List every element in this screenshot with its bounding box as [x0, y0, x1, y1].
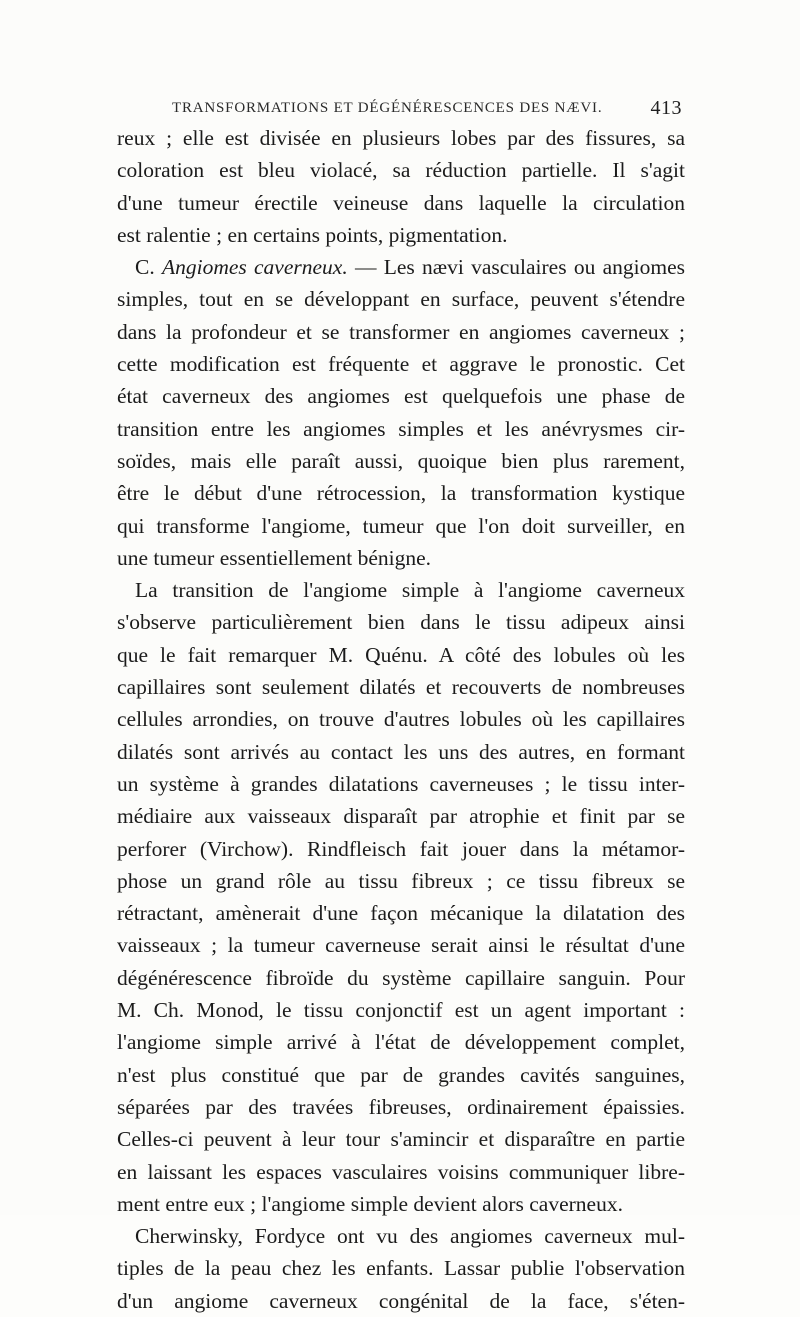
section-label: C. — [135, 255, 155, 280]
text-line: l'angiome simple arrivé à l'état de développement complet, — [117, 1030, 685, 1055]
text-line: état caverneux des angiomes est quelquefois une phase de — [117, 384, 685, 409]
text-line: est ralentie ; en certains points, pigmentation. — [117, 222, 508, 247]
text-line: dilatés sont arrivés au contact les uns des autres, en formant — [117, 739, 685, 764]
text-line: M. Ch. Monod, le tissu conjonctif est un agent important : — [117, 998, 685, 1023]
text-line: vaisseaux ; la tumeur caverneuse serait ainsi le résultat d'une — [117, 933, 685, 958]
text-line: n'est plus constitué que par de grandes cavités sanguines, — [117, 1062, 685, 1087]
paragraph-transition — [117, 574, 685, 1220]
text-line: dans la profondeur et se transformer en angiomes caverneux ; — [117, 319, 685, 344]
text-line: reux ; elle est divisée en plusieurs lobes par des fissures, sa — [117, 126, 685, 150]
paragraph-continuation — [117, 122, 685, 251]
text-line: soïdes, mais elle paraît aussi, quoique bien plus rarement, — [117, 448, 685, 473]
text-line: tiples de la peau chez les enfants. Lassar publie l'observation — [117, 1256, 685, 1281]
paragraph-angiomes-caverneux — [117, 251, 685, 574]
text-line: en laissant les espaces vasculaires voisins communiquer libre- — [117, 1159, 685, 1184]
running-title: TRANSFORMATIONS ET DÉGÉNÉRESCENCES DES NÆVI. — [172, 100, 603, 116]
text-line: coloration est bleu violacé, sa réduction partielle. Il s'agit — [117, 158, 685, 183]
text-line: cette modification est fréquente et aggrave le pronostic. Cet — [117, 352, 685, 377]
text-line: séparées par des travées fibreuses, ordinairement épaissies. — [117, 1094, 685, 1119]
text-line: être le début d'une rétrocession, la transformation kystique — [117, 481, 685, 506]
text-line: une tumeur essentiellement bénigne. — [117, 545, 432, 570]
text-line: qui transforme l'angiome, tumeur que l'on doit surveiller, en — [117, 513, 685, 538]
text-line: Cherwinsky, Fordyce ont vu des angiomes caverneux mul- — [135, 1224, 685, 1249]
page-number: 413 — [650, 97, 682, 119]
text-line: La transition de l'angiome simple à l'angiome caverneux — [135, 578, 685, 603]
text-line: Celles-ci peuvent à leur tour s'amincir et disparaître en partie — [117, 1127, 685, 1152]
text-line: transition entre les angiomes simples et les anévrysmes cir- — [117, 416, 685, 441]
text-line: perforer (Virchow). Rindfleisch fait jouer dans la métamor- — [117, 836, 685, 861]
paragraph-cherwinsky — [117, 1220, 685, 1317]
section-title: Angiomes caverneux. — [161, 255, 348, 280]
section-first-line-text: — Les nævi vasculaires ou angiomes — [354, 255, 685, 280]
section-heading-line — [117, 251, 685, 283]
text-line: phose un grand rôle au tissu fibreux ; ce tissu fibreux se — [117, 868, 685, 893]
text-line: simples, tout en se développant en surface, peuvent s'étendre — [117, 287, 685, 312]
text-line: cellules arrondies, on trouve d'autres lobules où les capillaires — [117, 707, 685, 732]
text-line: s'observe particulièrement bien dans le tissu adipeux ainsi — [117, 610, 685, 635]
text-line: capillaires sont seulement dilatés et recouverts de nombreuses — [117, 675, 685, 700]
text-line: médiaire aux vaisseaux disparaît par atrophie et finit par se — [117, 804, 685, 829]
text-line: un système à grandes dilatations caverneuses ; le tissu inter- — [117, 771, 685, 796]
text-line: que le fait remarquer M. Quénu. A côté des lobules où les — [117, 642, 685, 667]
body-text — [117, 122, 685, 1317]
text-line: dégénérescence fibroïde du système capillaire sanguin. Pour — [117, 965, 685, 990]
text-line: d'une tumeur érectile veineuse dans laquelle la circulation — [117, 190, 685, 215]
text-line: ment entre eux ; l'angiome simple devient alors caverneux. — [117, 1191, 623, 1216]
text-line: rétractant, amènerait d'une façon mécanique la dilatation des — [117, 901, 685, 926]
text-line: d'un angiome caverneux congénital de la face, s'éten- — [117, 1288, 685, 1313]
page-header — [172, 97, 682, 124]
